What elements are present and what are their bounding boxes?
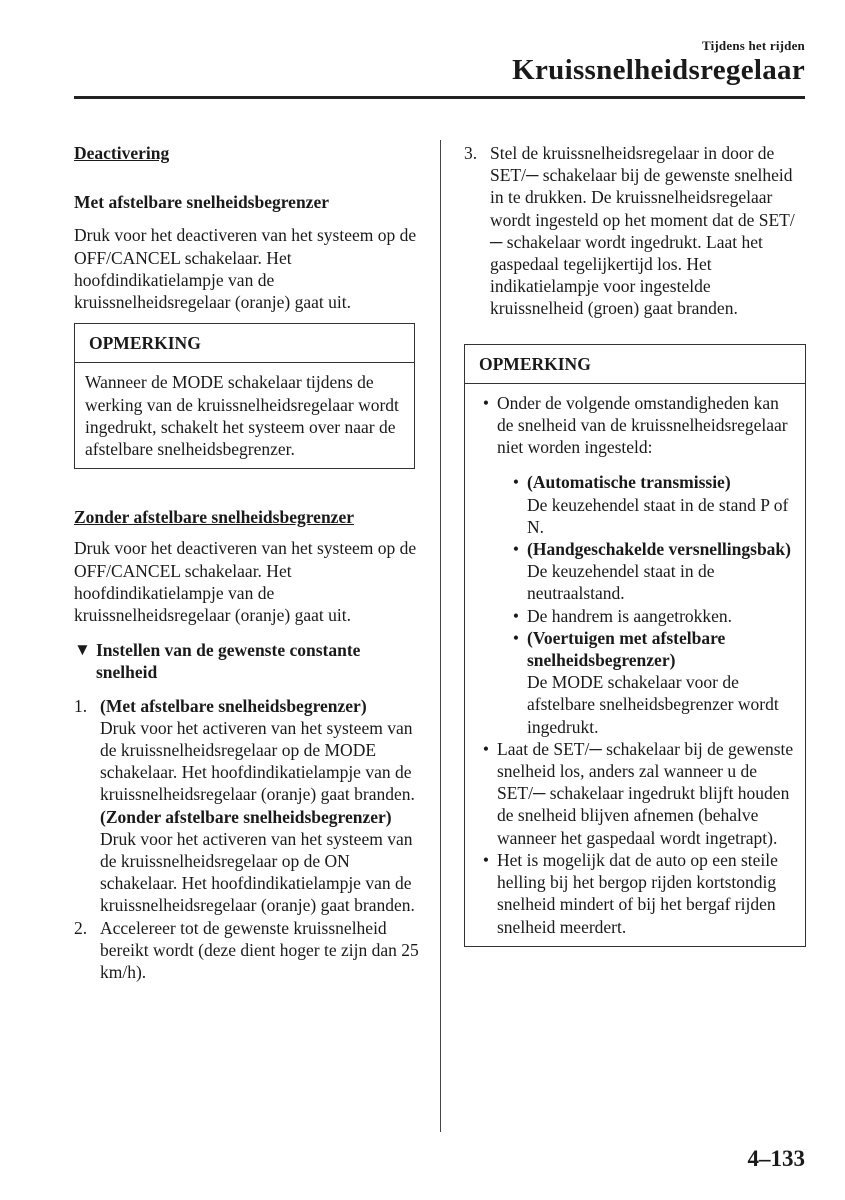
note-box-1 <box>74 323 415 469</box>
note-2-body <box>465 384 805 946</box>
note-2-bullet-2 <box>475 738 795 849</box>
note-2-sub-bullet-2 <box>475 538 795 605</box>
sub-bullet-4-bold: (Voertuigen met afstelbare snelheidsbegrenzer) <box>527 627 726 671</box>
bullet-icon: • <box>482 738 490 759</box>
sub-bullet-2-bold: (Handgeschakelde versnellingsbak) <box>527 539 791 560</box>
step-3 <box>464 142 806 320</box>
deactivering-heading: Deactivering <box>74 143 170 163</box>
note-2-title: OPMERKING <box>465 345 805 384</box>
note-2-sub-bullet-4 <box>475 627 795 738</box>
step-1-bold-2: (Zonder afstelbare snelheidsbegrenzer) <box>100 806 392 827</box>
zonder-begrenzer-heading: Zonder afstelbare snelheidsbegrenzer <box>74 507 354 528</box>
sub-bullet-icon: • <box>512 627 520 648</box>
header-rule <box>74 96 805 99</box>
sub-bullet-1-text: De keuzehendel staat in de stand P of N. <box>527 494 789 537</box>
note-2-bullet-3-text: Het is mogelijk dat de auto op een steile helling bij het bergop rijden kortstondig snelheid mindert of bij het bergaf rijden snelheid meerdert. <box>497 849 778 937</box>
instellen-heading-text: Instellen van de gewenste constante snelheid <box>96 640 361 683</box>
step-1-text-1: Druk voor het activeren van het systeem van de kruissnelheidsregelaar op de MODE schakelaar. Het hoofdindikatielampje van de kruissnelheidsregelaar (oranje) gaat branden. <box>100 717 415 805</box>
met-begrenzer-heading: Met afstelbare snelheidsbegrenzer <box>74 192 329 213</box>
chapter-title: Kruissnelheidsregelaar <box>512 54 805 86</box>
column-divider <box>440 140 441 1132</box>
step-1-number: 1. <box>74 695 88 716</box>
met-begrenzer-text: Druk voor het deactiveren van het systeem op de OFF/CANCEL schakelaar. Het hoofdindikatielampje van de kruissnelheidsregelaar (oranje) gaat uit. <box>74 225 417 313</box>
step-1-bold-1: (Met afstelbare snelheidsbegrenzer) <box>100 695 367 716</box>
zonder-begrenzer-text: Druk voor het deactiveren van het systeem op de OFF/CANCEL schakelaar. Het hoofdindikatielampje van de kruissnelheidsregelaar (oranje) gaat uit. <box>74 538 417 626</box>
sub-bullet-1-bold: (Automatische transmissie) <box>527 472 731 493</box>
note-2-sub-bullet-3 <box>475 605 795 627</box>
note-1-title: OPMERKING <box>75 324 414 363</box>
note-2-bullet-3 <box>475 849 795 938</box>
sub-bullet-3-text: De handrem is aangetrokken. <box>527 605 733 626</box>
note-2-sub-bullet-1 <box>475 471 795 538</box>
sub-bullet-2-text: De keuzehendel staat in de neutraalstand. <box>527 561 715 604</box>
step-3-number: 3. <box>464 143 478 163</box>
triangle-marker-icon: ▼ <box>74 640 91 660</box>
note-box-2 <box>464 344 806 947</box>
step-2 <box>74 917 419 984</box>
note-1-body: Wanneer de MODE schakelaar tijdens de werking van de kruissnelheidsregelaar wordt ingedrukt, schakelt het systeem over naar de afstelbare snelheidsbegrenzer. <box>85 372 399 460</box>
note-2-bullet-2-text: Laat de SET/─ schakelaar bij de gewenste snelheid los, anders zal wanneer u de SET/─ schakelaar ingedrukt blijft houden de snelheid blijven afnemen (behalve wanneer het gaspedaal wordt ingetrapt). <box>497 738 794 848</box>
sub-bullet-icon: • <box>512 539 520 560</box>
step-2-number: 2. <box>74 917 88 938</box>
note-2-bullet-1 <box>475 392 795 459</box>
sub-bullet-icon: • <box>512 605 520 626</box>
left-column <box>74 142 419 983</box>
step-2-text: Accelereer tot de gewenste kruissnelheid bereikt wordt (deze dient hoger te zijn dan 25 km/h). <box>100 917 419 983</box>
step-1 <box>74 695 419 917</box>
right-column <box>464 142 806 947</box>
sub-bullet-icon: • <box>512 472 520 493</box>
note-2-bullet-1-text: Onder de volgende omstandigheden kan de snelheid van de kruissnelheidsregelaar niet worden ingesteld: <box>497 392 788 458</box>
page-number: 4–133 <box>747 1146 805 1171</box>
step-1-text-2: Druk voor het activeren van het systeem van de kruissnelheidsregelaar op de ON schakelaar. Het hoofdindikatielampje van de kruissnelheidsregelaar (oranje) gaat branden. <box>100 828 415 916</box>
step-3-text: Stel de kruissnelheidsregelaar in door de SET/─ schakelaar bij de gewenste snelheid in te drukken. De kruissnelheidsregelaar wordt ingesteld op het moment dat de SET/─ schakelaar wordt ingedrukt. Laat het gaspedaal tegelijkertijd los. Het indikatielampje voor ingestelde kruissnelheid (groen) gaat branden. <box>490 143 795 319</box>
bullet-icon: • <box>482 392 490 413</box>
instellen-heading <box>74 639 419 683</box>
section-label: Tijdens het rijden <box>701 38 805 53</box>
sub-bullet-4-text: De MODE schakelaar voor de afstelbare snelheidsbegrenzer wordt ingedrukt. <box>527 672 779 737</box>
bullet-icon: • <box>482 849 490 870</box>
